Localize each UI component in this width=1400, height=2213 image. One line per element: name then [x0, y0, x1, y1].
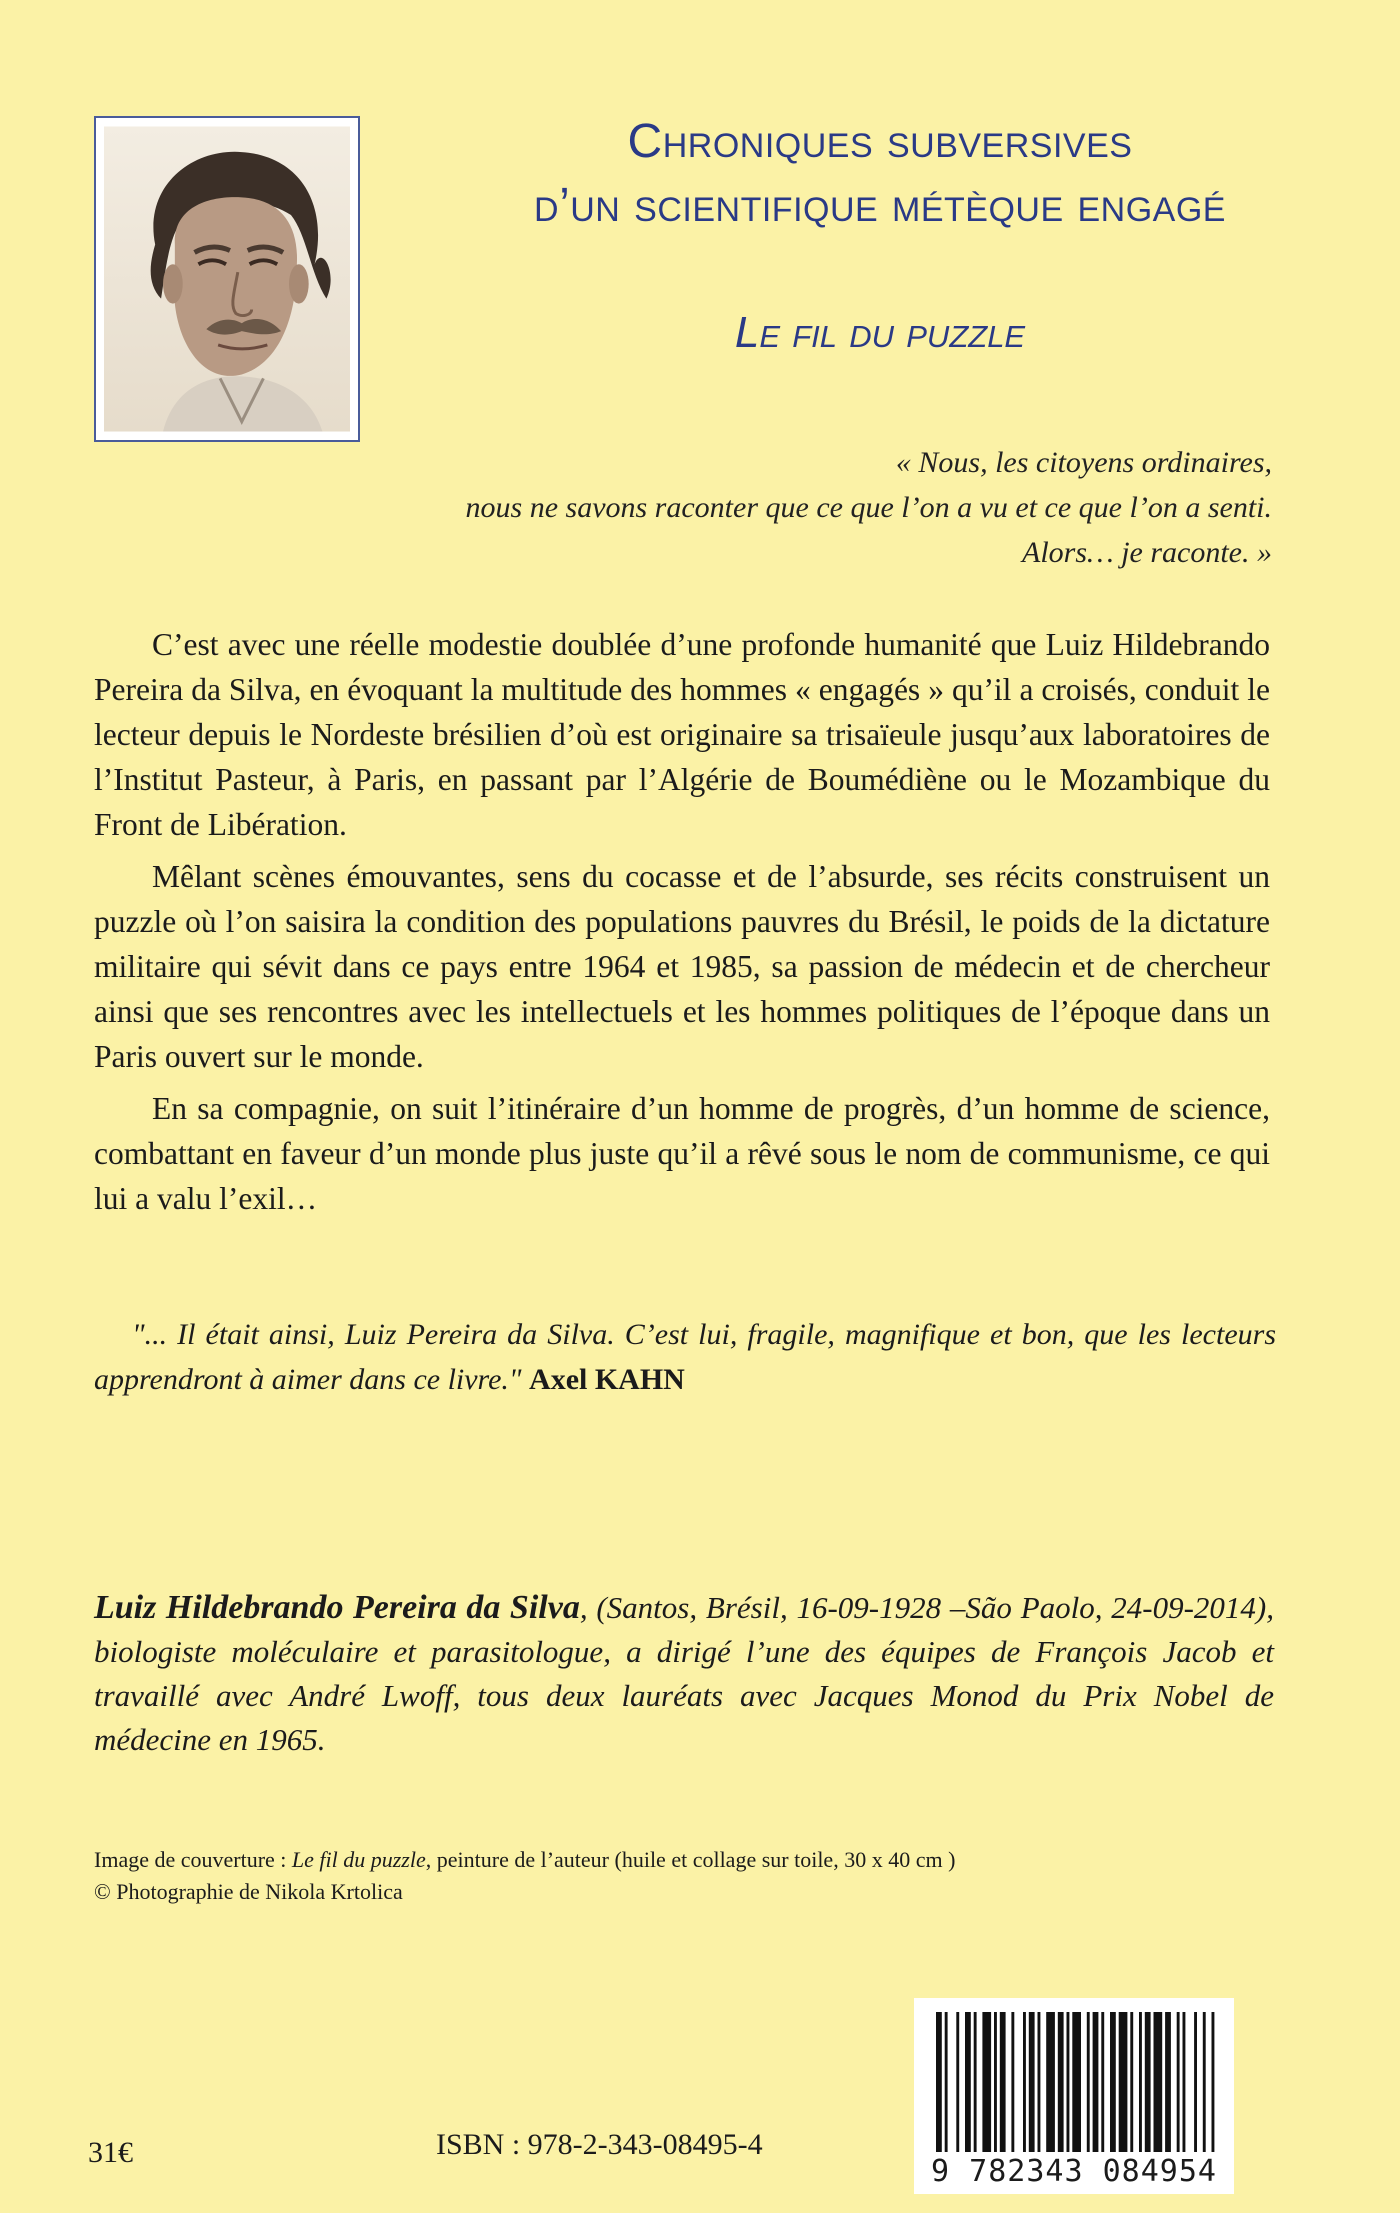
barcode-bar [1110, 2012, 1116, 2152]
barcode-bar [1029, 2012, 1035, 2152]
bio-text: , (Santos, Brésil, 16-09-1928 –São Paolo, 24-09-2014), biologiste moléculaire et parasitologue, a dirigé l’une des équipes de François Jacob et travaillé avec André Lwoff, tous deux lauréats avec Jacques Monod du Prix Nobel de médecine en 1965. [94, 1590, 1274, 1757]
review-quote [94, 1312, 1276, 1402]
epigraph-line: Alors… je raconte. » [1022, 536, 1272, 569]
barcode-digits: 9 782343 084954 [931, 2154, 1217, 2189]
blurb-paragraph: C’est avec une réelle modestie doublée d’une profonde humanité que Luiz Hildebrando Pereira da Silva, en évoquant la multitude des hommes « engagés » qu’il a croisés, conduit le lecteur depuis le Nordeste brésilien d’où est originaire sa trisaïeule jusqu’aux laboratoires de l’Institut Pasteur, à Paris, en passant par l’Algérie de Boumédiène ou le Mozambique du Front de Libération. [94, 627, 1270, 842]
credit-prefix: Image de couverture : [94, 1847, 292, 1872]
blurb-paragraph: Mêlant scènes émouvantes, sens du cocasse et de l’absurde, ses récits construisent un puzzle où l’on saisira la condition des populations pauvres du Brésil, le poids de la dictature militaire qui sévit dans ce pays entre 1964 et 1985, sa passion de médecin et de chercheur ainsi que ses rencontres avec les intellectuels et les hommes politiques de l’époque dans un Paris ouvert sur le monde. [94, 859, 1270, 1074]
credits [94, 1844, 1274, 1908]
barcode-bar [1177, 2012, 1180, 2152]
barcode-bar [956, 2012, 959, 2152]
book-title [400, 110, 1360, 238]
barcode-bar [1154, 2012, 1163, 2152]
epigraph-line: « Nous, les citoyens ordinaires, [895, 446, 1272, 479]
barcode-bar [1145, 2012, 1151, 2152]
quote-text: "... Il était ainsi, Luiz Pereira da Silva. C’est lui, fragile, magnifique et bon, que les lecteurs apprendront à aimer dans ce livre." [94, 1318, 1276, 1396]
book-title-line2: d’un scientifique métèque engagé [534, 179, 1226, 232]
barcode-bar [994, 2012, 997, 2152]
barcode-bar [1194, 2012, 1197, 2152]
barcode-bar [1000, 2012, 1006, 2152]
barcode-bar [965, 2012, 971, 2152]
barcode-bar [1046, 2012, 1055, 2152]
barcode-bar [1067, 2012, 1070, 2152]
barcode-bar [1130, 2012, 1133, 2152]
barcode-bar [1087, 2012, 1090, 2152]
barcode-bar [1119, 2012, 1128, 2152]
book-subtitle: Le fil du puzzle [734, 308, 1026, 357]
barcode-bar [1183, 2012, 1186, 2152]
isbn: ISBN : 978-2-343-08495-4 [436, 2128, 763, 2161]
barcode-bar [1139, 2012, 1142, 2152]
barcode-bar [936, 2012, 942, 2152]
barcode-bar [982, 2012, 991, 2152]
barcode-bar [1093, 2012, 1099, 2152]
epigraph [466, 440, 1272, 575]
blurb [94, 622, 1270, 1228]
bio-name: Luiz Hildebrando Pereira da Silva [94, 1589, 580, 1626]
barcode-bar [1101, 2012, 1104, 2152]
barcode-bar [1203, 2012, 1206, 2152]
quote-author: Axel KAHN [529, 1363, 685, 1396]
barcode-bar [945, 2012, 948, 2152]
barcode-bar [1023, 2012, 1026, 2152]
barcode-bar [1165, 2012, 1171, 2152]
barcode-bar [1212, 2012, 1215, 2152]
author-bio [94, 1586, 1274, 1762]
barcode [914, 1998, 1234, 2194]
credit-suffix: , peinture de l’auteur (huile et collage sur toile, 30 x 40 cm ) [425, 1847, 956, 1872]
photo-credit: © Photographie de Nikola Krtolica [94, 1879, 403, 1904]
author-photo [94, 116, 360, 442]
price: 31€ [88, 2136, 133, 2169]
book-title-line1: Chroniques subversives [627, 115, 1133, 168]
barcode-bar [1011, 2012, 1014, 2152]
barcode-bar [1038, 2012, 1041, 2152]
barcode-bars [914, 1998, 1234, 2154]
author-portrait-image [104, 126, 350, 432]
barcode-bar [1058, 2012, 1064, 2152]
blurb-paragraph: En sa compagnie, on suit l’itinéraire d’un homme de progrès, d’un homme de science, combattant en faveur d’un monde plus juste qu’il a rêvé sous le nom de communisme, ce qui lui a valu l’exil… [94, 1091, 1270, 1216]
barcode-bar [974, 2012, 977, 2152]
credit-title: Le fil du puzzle [291, 1847, 426, 1872]
epigraph-line: nous ne savons raconter que ce que l’on a vu et ce que l’on a senti. [465, 491, 1272, 524]
cover-credit [94, 1844, 1274, 1876]
barcode-bar [1072, 2012, 1081, 2152]
